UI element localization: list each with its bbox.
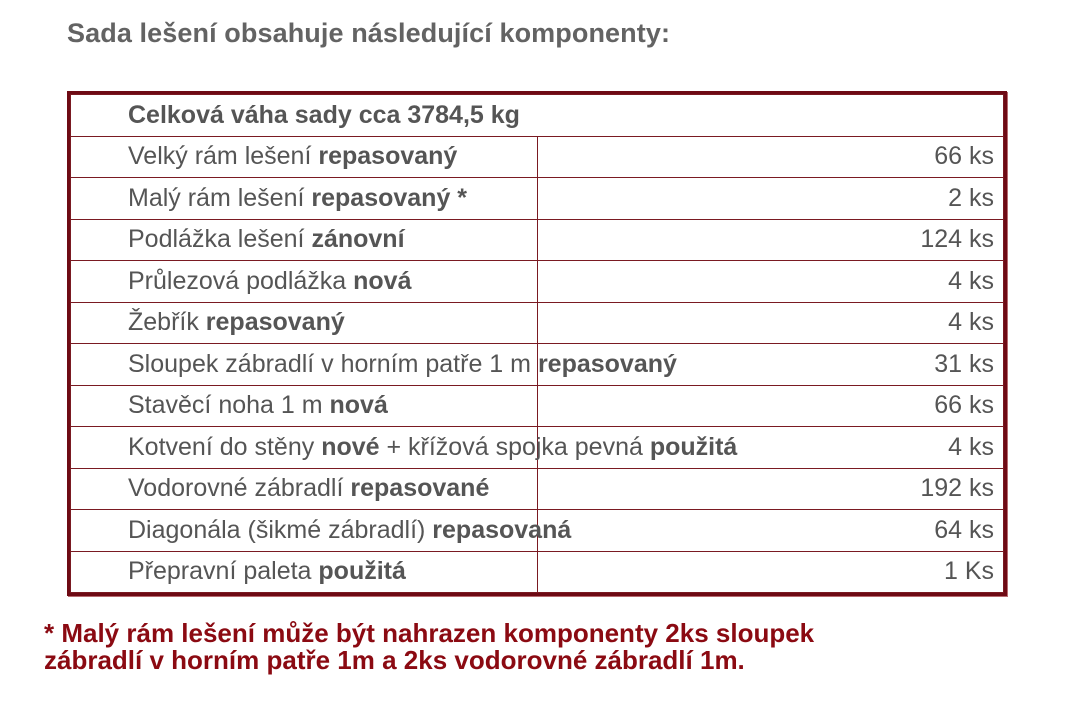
footnote bbox=[44, 620, 1054, 674]
table-row bbox=[71, 344, 1004, 386]
table-row bbox=[71, 427, 1004, 469]
component-name: Průlezová podlážka nová bbox=[71, 261, 538, 303]
component-quantity: 1 Ks bbox=[537, 551, 1004, 593]
component-quantity: 66 ks bbox=[537, 385, 1004, 427]
total-weight-row bbox=[71, 95, 1004, 137]
component-quantity: 2 ks bbox=[537, 178, 1004, 220]
component-quantity: 4 ks bbox=[537, 261, 1004, 303]
component-name: Přepravní paleta použitá bbox=[71, 551, 538, 593]
component-name: Kotvení do stěny nové + křížová spojka pevná použitá bbox=[71, 427, 538, 469]
footnote-line-2: zábradlí v horním patře 1m a 2ks vodorovné zábradlí 1m. bbox=[44, 645, 745, 675]
component-name: Diagonála (šikmé zábradlí) repasovaná bbox=[71, 510, 538, 552]
component-name: Velký rám lešení repasovaný bbox=[71, 136, 538, 178]
table-row bbox=[71, 468, 1004, 510]
table-row bbox=[71, 551, 1004, 593]
component-quantity: 4 ks bbox=[537, 427, 1004, 469]
component-quantity: 64 ks bbox=[537, 510, 1004, 552]
table-row bbox=[71, 178, 1004, 220]
table-row bbox=[71, 219, 1004, 261]
table-row bbox=[71, 261, 1004, 303]
table-row bbox=[71, 302, 1004, 344]
component-name: Malý rám lešení repasovaný * bbox=[71, 178, 538, 220]
component-name: Vodorovné zábradlí repasované bbox=[71, 468, 538, 510]
component-quantity: 192 ks bbox=[537, 468, 1004, 510]
component-name: Podlážka lešení zánovní bbox=[71, 219, 538, 261]
component-quantity: 4 ks bbox=[537, 302, 1004, 344]
component-name: Žebřík repasovaný bbox=[71, 302, 538, 344]
table-row bbox=[71, 136, 1004, 178]
component-name: Stavěcí noha 1 m nová bbox=[71, 385, 538, 427]
total-weight-cell: Celková váha sady cca 3784,5 kg bbox=[71, 95, 1004, 137]
table-row bbox=[71, 510, 1004, 552]
component-quantity: 31 ks bbox=[537, 344, 1004, 386]
page-heading: Sada lešení obsahuje následující komponenty: bbox=[67, 18, 671, 48]
component-quantity: 124 ks bbox=[537, 219, 1004, 261]
component-quantity: 66 ks bbox=[537, 136, 1004, 178]
footnote-line-1: * Malý rám lešení může být nahrazen komponenty 2ks sloupek bbox=[44, 618, 815, 648]
component-name: Sloupek zábradlí v horním patře 1 m repasovaný bbox=[71, 344, 538, 386]
table-row bbox=[71, 385, 1004, 427]
components-table bbox=[67, 91, 1007, 596]
